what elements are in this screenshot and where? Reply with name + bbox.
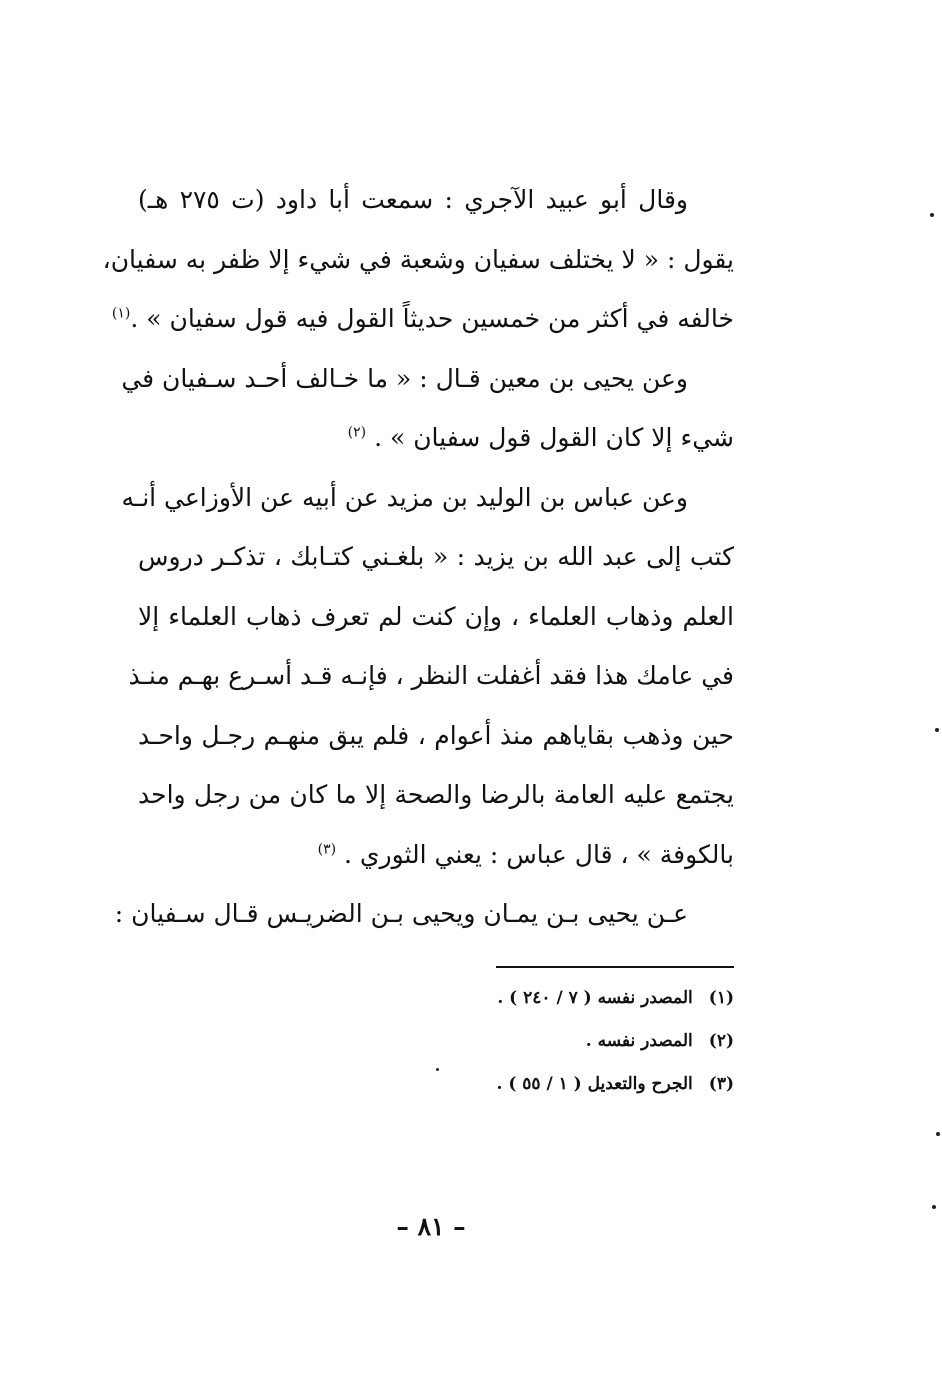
text-line <box>102 230 734 290</box>
footnote-number: (٢) <box>708 1031 734 1051</box>
text-line <box>138 527 734 587</box>
main-text <box>102 170 734 944</box>
text-line <box>138 408 734 468</box>
line-text: في عامك هذا فقد أغفلت النظر ، فإنـه قـد أسـرع بهـم منـذ <box>128 661 734 690</box>
text-line <box>121 468 734 528</box>
footnote-ref-2: (٢) <box>347 424 367 441</box>
scan-speck <box>936 1132 940 1136</box>
line-text: وعن يحيى بن معين قـال : « ما خـالف أحـد سـفيان في <box>121 363 688 393</box>
text-line <box>138 706 734 766</box>
page-number: – ٨١ – <box>396 1212 466 1241</box>
footnote-ref-3: (٣) <box>317 841 337 858</box>
line-text: شيء إلا كان القول قول سفيان » . <box>374 423 734 452</box>
scan-speck <box>436 1068 439 1071</box>
text-line <box>128 646 734 706</box>
line-text: يقول : « لا يختلف سفيان وشعبة في شيء إلا ظفر به سفيان، <box>102 244 734 274</box>
line-text: كتب إلى عبد الله بن يزيد : « بلغـني كتـابك ، تذكـر دروس <box>138 542 734 571</box>
scan-speck <box>930 213 934 217</box>
text-line <box>138 765 734 825</box>
text-line <box>114 884 734 944</box>
line-text: بالكوفة » ، قال عباس : يعني الثوري . <box>344 839 734 869</box>
text-line <box>121 349 734 409</box>
footnote-number: (١) <box>708 988 734 1008</box>
footnote-separator <box>496 966 734 968</box>
footnote-text: الجرح والتعديل ( ١ / ٥٥ ) . <box>496 1074 693 1094</box>
line-text: حين وذهب بقاياهم منذ أعوام ، فلم يبق منهـم رجـل واحـد <box>138 720 734 750</box>
footnote-text: المصدر نفسه ( ٧ / ٢٤٠ ) . <box>497 988 693 1008</box>
line-text: خالفه في أكثر من خمسين حديثاً القول فيه قول سفيان » . <box>130 304 734 333</box>
line-text: وعن عباس بن الوليد بن مزيد عن أبيه عن الأوزاعي أنـه <box>121 482 688 512</box>
footnote-item <box>300 1066 734 1109</box>
scan-speck <box>935 728 939 732</box>
text-line <box>138 825 734 885</box>
line-text: العلم وذهاب العلماء ، وإن كنت لم تعرف ذهاب العلماء إلا <box>138 601 734 631</box>
footnote-text: المصدر نفسه . <box>585 1031 693 1051</box>
text-line <box>111 289 734 349</box>
footnote-ref-1: (١) <box>111 305 131 322</box>
footnote-number: (٣) <box>708 1074 734 1094</box>
text-line <box>138 587 734 647</box>
footnote-item <box>300 980 734 1023</box>
footnote-item <box>300 1023 734 1066</box>
footnotes <box>300 980 734 1109</box>
text-line <box>138 170 734 230</box>
line-text: عـن يحيى بـن يمـان ويحيى بـن الضريـس قـال سـفيان : <box>114 899 688 928</box>
scan-speck <box>932 1205 936 1209</box>
line-text: وقال أبو عبيد الآجري : سمعت أبا داود (ت ٢٧٥ هـ) <box>138 185 688 214</box>
line-text: يجتمع عليه العامة بالرضا والصحة إلا ما كان من رجل واحد <box>138 780 734 809</box>
